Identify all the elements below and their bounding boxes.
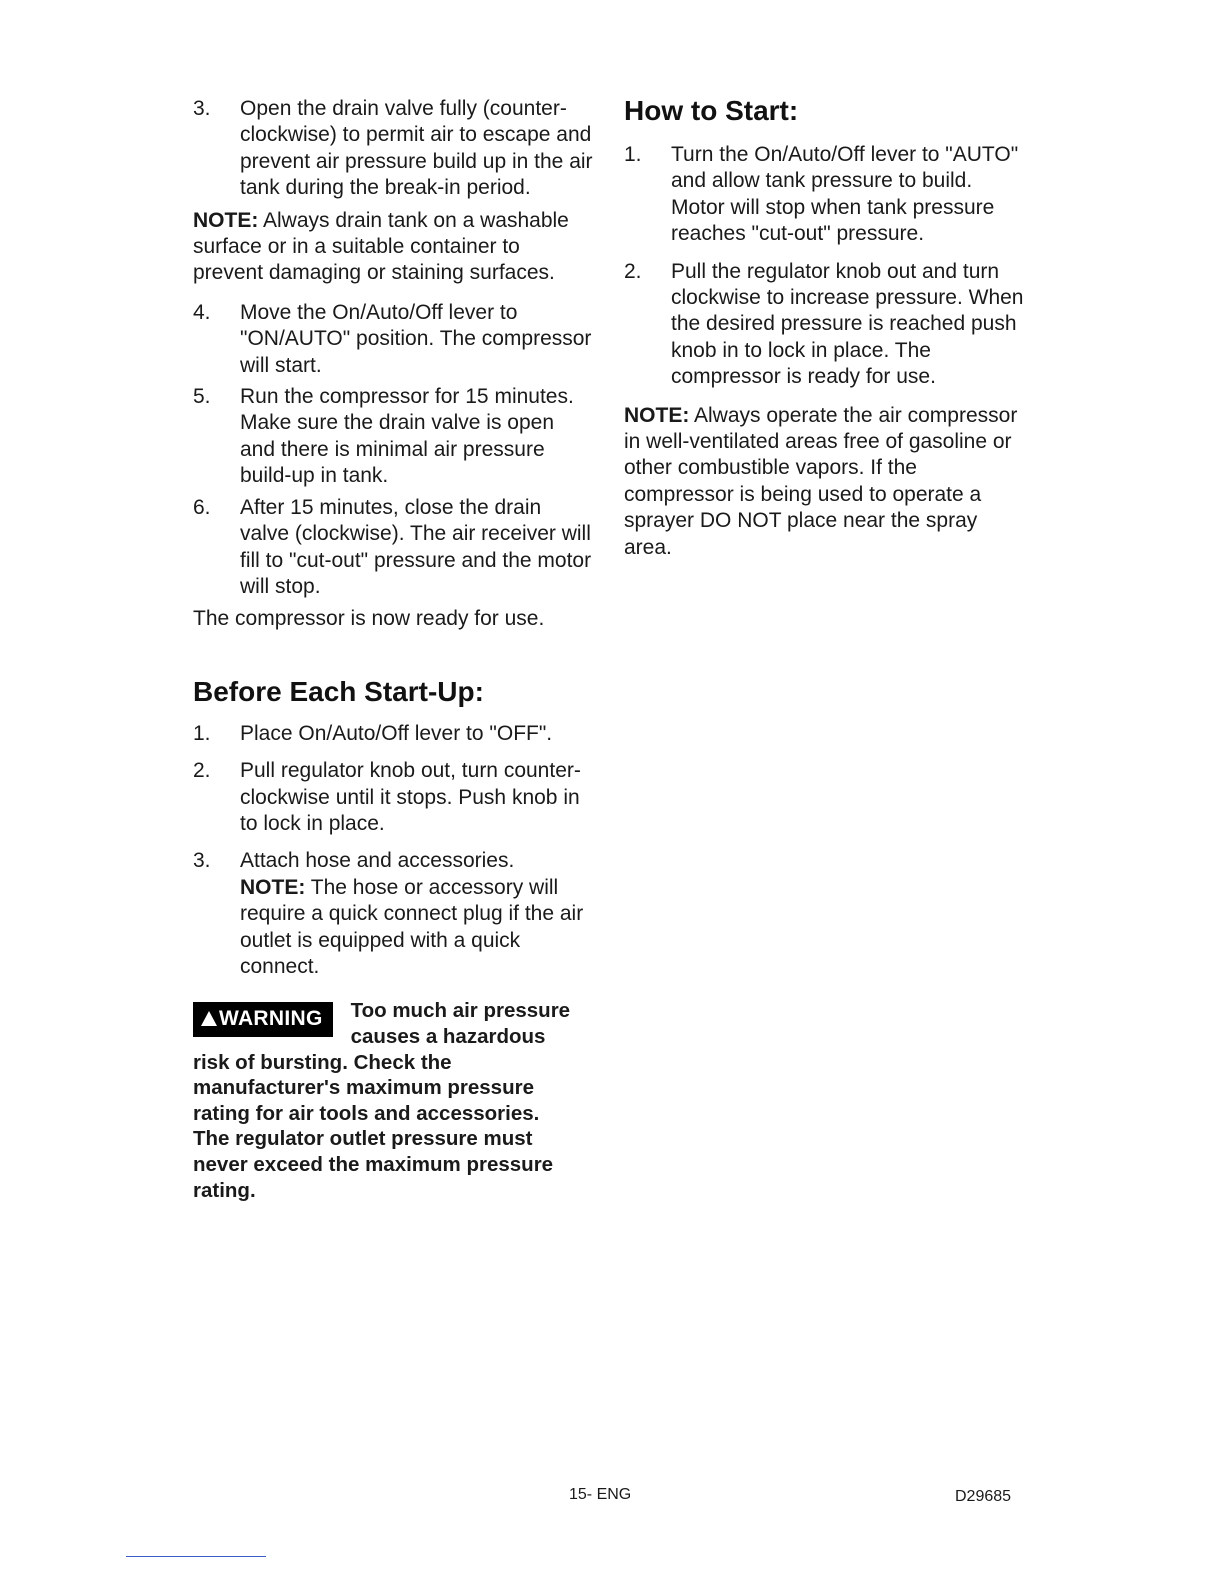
list-number: 2. [193, 759, 211, 783]
list-item [193, 300, 593, 379]
warning-badge [193, 1002, 333, 1037]
list-number: 5. [193, 385, 211, 409]
list-text: Pull the regulator knob out and turn clockwise to increase pressure. When the desired pressure is reached push knob in to lock in place. The compressor is ready for use. [671, 259, 1024, 389]
note-text: Always operate the air compressor in well-ventilated areas free of gasoline or other combustible vapors. If the compressor is being used to operate a sprayer DO NOT place near the spray area. [624, 403, 1018, 559]
note-label: NOTE: [240, 875, 306, 899]
list-text: Run the compressor for 15 minutes. Make sure the drain valve is open and there is minimal air pressure build-up in tank. [240, 385, 574, 488]
list-text: Place On/Auto/Off lever to "OFF". [240, 721, 553, 745]
list-number: 6. [193, 495, 211, 519]
list-text: Open the drain valve fully (counter-clockwise) to permit air to escape and prevent air pressure build up in the air tank during the break-in period. [240, 97, 593, 200]
list-item [193, 758, 593, 837]
page-number: 15- ENG [569, 1486, 632, 1503]
ready-text: The compressor is now ready for use. [193, 607, 545, 631]
document-code: D29685 [955, 1488, 1012, 1505]
list-number: 3. [193, 97, 211, 120]
list-item [193, 96, 593, 202]
footer-divider [126, 1556, 266, 1557]
list-number: 1. [624, 143, 642, 166]
warning-block [193, 998, 573, 1203]
warning-text: Too much air pressure causes a hazardous risk of bursting. Check the manufacturer's maximum pressure rating for air tools and accessories. The regulator outlet pressure must never exceed the maximum pressure rating. [193, 999, 571, 1202]
list-item [193, 384, 593, 490]
note-text: Always drain tank on a washable surface or in a suitable container to prevent damaging or staining surfaces. [193, 208, 569, 285]
list-item [193, 721, 593, 747]
right-column [624, 94, 1024, 561]
note-label: NOTE: [624, 403, 690, 427]
section-heading: Before Each Start-Up: [193, 675, 484, 707]
list-text: After 15 minutes, close the drain valve (clockwise). The air receiver will fill to "cut-out" pressure and the motor will stop. [240, 495, 592, 598]
list-text: Pull regulator knob out, turn counter-clockwise until it stops. Push knob in to lock in place. [240, 759, 581, 835]
list-item [193, 848, 593, 980]
left-column [193, 96, 593, 1203]
warning-badge-label: WARNING [219, 1007, 323, 1031]
list-text: Attach hose and accessories. [240, 849, 515, 873]
list-number: 3. [193, 849, 211, 873]
note-label: NOTE: [193, 208, 259, 232]
list-text: Move the On/Auto/Off lever to "ON/AUTO" position. The compressor will start. [240, 300, 592, 377]
note-paragraph [624, 403, 1024, 561]
note-text: The hose or accessory will require a quick connect plug if the air outlet is equipped with a quick connect. [240, 875, 584, 978]
list-item [624, 142, 1024, 248]
list-number: 2. [624, 259, 642, 283]
warning-triangle-icon [201, 1011, 217, 1026]
list-text: Turn the On/Auto/Off lever to "AUTO" and allow tank pressure to build. Motor will stop when tank pressure reaches "cut-out" pressure. [671, 143, 1019, 246]
list-number: 4. [193, 300, 211, 324]
note-paragraph [193, 208, 593, 287]
list-number: 1. [193, 721, 211, 745]
list-item [624, 259, 1024, 391]
list-item [193, 495, 593, 601]
section-heading: How to Start: [624, 95, 799, 126]
